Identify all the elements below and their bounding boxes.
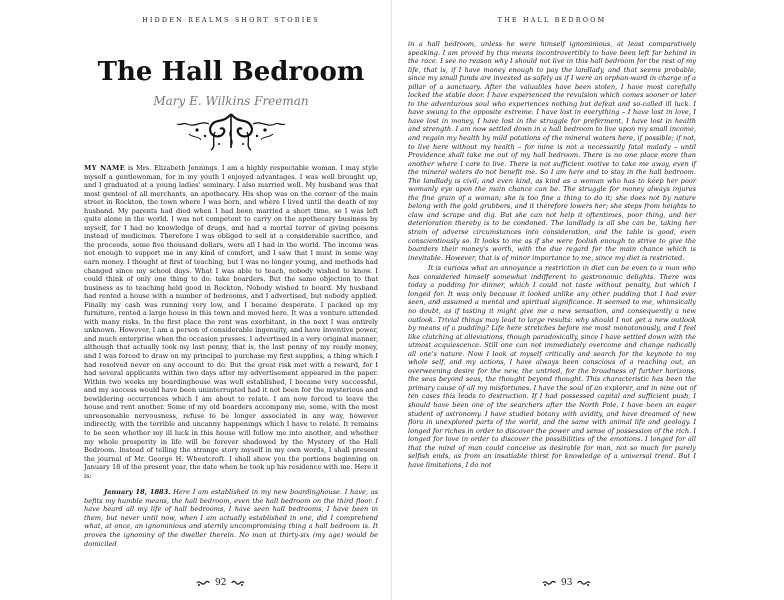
paragraph: It is curious what an annoyance a restriction in diet can be even to a man who has considered himself somewhat indifferent to gastronomic delights. There was today a pudding for dinner, which I could not taste without penalty, but which I longed for. It was only because it looked unlike any other pudding that I had ever seen, and assumed a mental and spiritual significance. It seemed to me, whimsically no doubt, as if tasting it might give me a new sensation, and consequently a new outlook. Trivial things may lead to large results: why should I not get a new outlook by means of a pudding? Life here stretches before me most monotonously, and I feel like clutching at alleviations, though paradoxically, since I have settled down with the utmost acquiescence. Still one can not immediately overcome and change radically all one's nature. Now I look at myself critically and search for the keynote to my whole self, and my actions, I have always been conscious of a reaching out, an overweening desire for the new, the untried, for the broadness of further horizons, the seas beyond seas, the thought beyond thought. This characteristic has been the primary cause of all my misfortunes. I have the soul of an explorer, and in nine out of ten cases this leads to destruction. If I had possessed capital and sufficient push, I should have been one of the searchers after the North Pole. I have been an eager student of astronomy. I have studied botany with avidity, and have dreamed of new flora in unexplored parts of the world, and the same with animal life and geology. I longed for riches in order to discover the power and sense of possession of the rich. I longed for love in order to discover the possibilities of the emotions. I longed for all that the mind of man could conceive as desirable for man, not so much for purely selfish ends, as from an insatiable thirst for knowledge of a universal trend. But I have limitations, I do not (408, 264, 696, 469)
right-page (392, 0, 784, 600)
folio-ornament-icon (542, 579, 556, 587)
left-body-text (84, 164, 378, 548)
folio-number: 93 (561, 578, 573, 588)
story-title: The Hall Bedroom (97, 57, 365, 87)
page-number-right (542, 578, 591, 588)
journal-entry (84, 488, 378, 548)
running-head-left: HIDDEN REALMS SHORT STORIES (142, 16, 320, 24)
paragraph: in a hall bedroom, unless he were himself ignominious, at least comparatively speaking. I am proved by this means incontrovertibly to have been left far behind in the race. I see no reason why I should not live in this hall bedroom for the rest of my life, that is, if I have money enough to pay the landlady, and that seems probable, since my small funds are invested as safely as if I were an orphan-ward in charge of a pillar of a sanctuary. After the valuables have been stolen, I have most carefully locked the stable door. I have experienced the revulsion which comes sooner or later to the adventurous soul who experiences nothing but defeat and so-called ill luck. I have swung to the opposite extreme. I have lost in everything – I have lost in love, I have lost in money, I have lost in the struggle for preferment, I have lost in health and strength. I am now settled down in a hall bedroom to live upon my small income, and regain my health by mild potations of the mineral waters here, if possible; if not, to live here without my health – for mine is not a necessarily fatal malady – until Providence shall take me out of my hall bedroom. There is no one place more than another where I care to live. There is not sufficient motive to take me away, even if the mineral waters do not benefit me. So I am here and to stay in the hall bedroom. The landlady is civil, and even kind, as kind as a woman who has to keep her poor womanly eye upon the main chance can be. The struggle for money always injures the fine grain of a woman; she is too fine a thing to do it; she does not by nature belong with the gold grubbers, and it therefore lowers her; she steps from heights to claw and scrape and dig. But she can not help it oftentimes, poor thing, and her deterioration thereby is to be condoned. The landlady is all she can be, taking her strain of adverse circumstances into consideration, and the table is good, even conscientiously so. It looks to me as if she were foolish enough to strive to give the boarders their money's worth, with the due regard for the main chance which is inevitable. However, that is of minor importance to me, since my diet is restricted. (408, 40, 696, 262)
folio-ornament-icon (196, 579, 210, 587)
right-body-text (408, 40, 696, 469)
folio-ornament-icon (231, 579, 245, 587)
page-number-left (196, 578, 245, 588)
journal-text: Here I am established in my new boardinghouse. I have, as befits my humble means, the hall bedroom, even the hall bedroom on the third floor. I have heard all my life of hall bedrooms, I have seen hall bedrooms, I have been in them, but never until now, when I am actually established in one, did I comprehend what, at once, an ignominious and sternly uncompromising thing a hall bedroom is. It proves the ignominy of the dweller therein. No man at thirty-six (my age) would be domiciled (84, 488, 378, 548)
flourish-ornament-icon (171, 110, 291, 152)
running-head-right: THE HALL BEDROOM (497, 16, 607, 24)
folio-ornament-icon (577, 579, 591, 587)
opening-text: is Mrs. Elizabeth Jennings. I am a highly respectable woman. I may style myself a gentlewoman, for in my youth I enjoyed advantages. I was well brought up, and I graduated at a young ladies' seminary. I also married well. My husband was that most genteel of all merchants, an apothecary. His shop was on the corner of the main street in Rockton, the town where I was born, and where I lived until the death of my husband. My parents had died when I had been married a short time, so I was left quite alone in the world. I was not competent to carry on the apothecary business by myself, for I had no knowledge of drugs, and had a mortal terror of giving poisons instead of medicines. Therefore I was obliged to sell at a considerable sacrifice, and the proceeds, some five thousand dollars, were all I had in the world. The income was not enough to support me in any kind of comfort, and I saw that I must in some way earn money. I thought at first of teaching, but I was no longer young, and methods had changed since my school days. What I was able to teach, nobody wished to know. I could think of only one thing to do: take boarders. But the same objection to that business as to teaching held good in Rockton. Nobody wished to board. My husband had rented a house with a number of bedrooms, and I advertised, but nobody applied. Finally my cash was running very low, and I became desperate. I packed up my furniture, rented a large house in this town and moved here. It was a venture attended with many risks. In the first place the rent was exorbitant, in the next I was entirely unknown. However, I am a person of considerable ingenuity, and have inventive power, and much enterprise when the occasion presses. I advertised in a very original manner, although that actually took my last penny, that is, the last penny of my ready money, and I was forced to draw on my principal to purchase my first supplies, a thing which I had resolved never on any account to do. But the great risk met with a reward, for I had several applicants within two days after my advertisement appeared in the paper. Within two weeks my boardinghouse was well established, I became very successful, and my success would have been uninterrupted had it not been for the mysterious and bewildering occurrences which I am about to relate. I am now forced to leave the house and rent another. Some of my old boarders accompany me, some, with the most unreasonable nervousness, refuse to be longer associated in any way, however indirectly, with the terrible and uncanny happenings which I have to relate. It remains to be seen whether my ill luck in this house will follow me into another, and whether my whole prosperity in life will be forever shadowed by the Mystery of the Hall Bedroom. Instead of telling the strange story myself in my own words, I shall present the journal of Mr. George H. Wheatcroft. I shall show you the portions beginning on January 18 of the present year, the date when he took up his residence with me. Here it is: (84, 164, 379, 480)
story-author: Mary E. Wilkins Freeman (153, 94, 309, 108)
folio-number: 92 (215, 578, 227, 588)
journal-date: January 18, 1883. (104, 488, 171, 497)
opening-paragraph (84, 164, 378, 480)
lead-in: MY NAME (84, 164, 126, 172)
